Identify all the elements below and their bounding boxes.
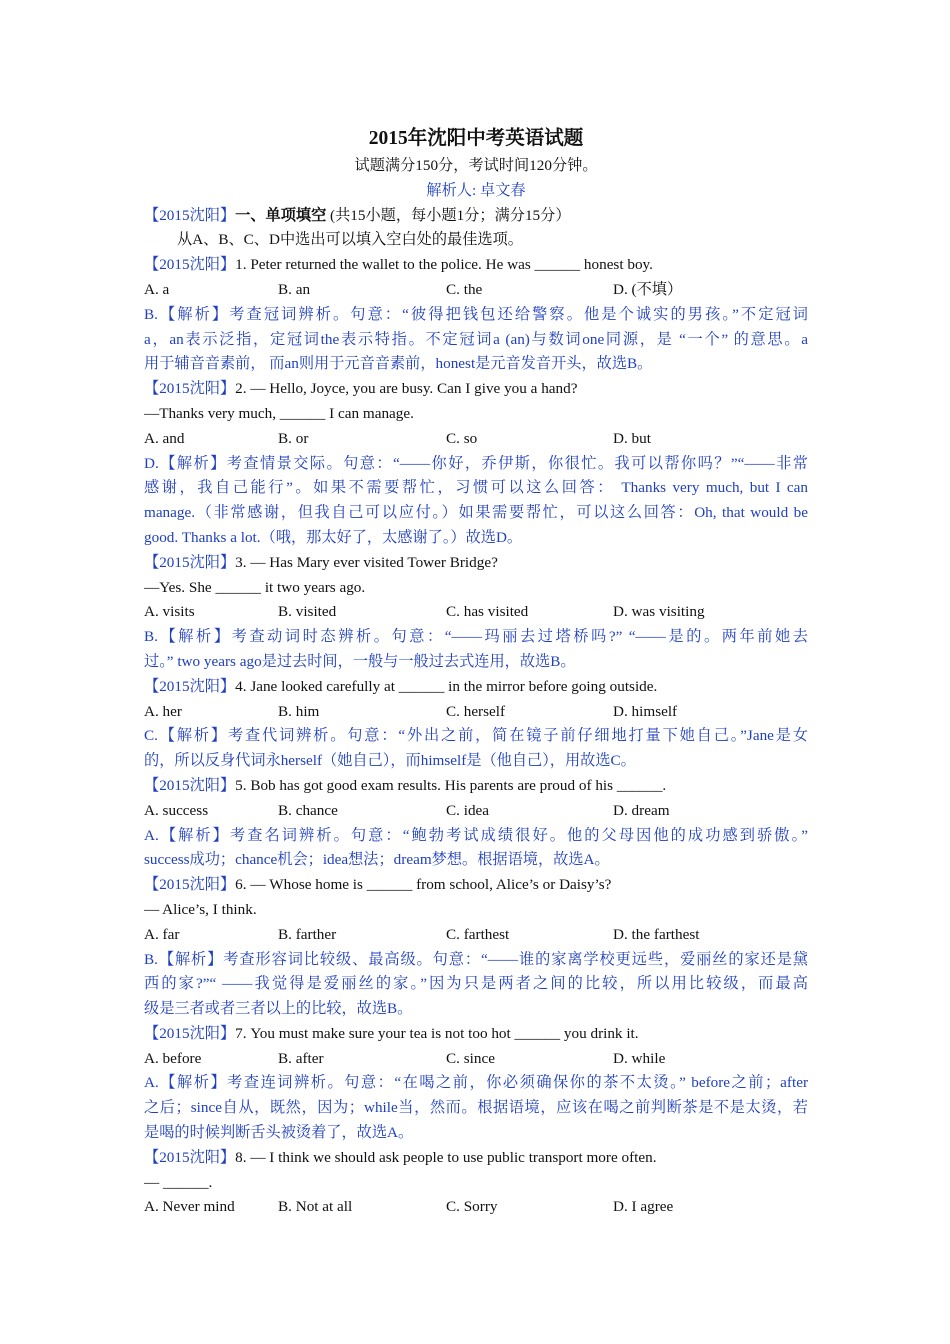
option-b: B. after [278,1049,324,1067]
option-a: A. Never mind [144,1198,235,1216]
question-stem [144,873,808,898]
source-tag: 【2015沈阳】 [144,256,236,274]
option-c: C. herself [446,702,506,720]
question-stem [144,1146,808,1171]
analysis-line: B.【解析】考查动词时态辨析。句意：“——玛丽去过塔桥吗?” “——是的。两年前她去 [144,628,808,646]
analysis-line: A.【解析】考查名词辨析。句意：“鲍勃考试成绩很好。他的父母因他的成功感到骄傲。” [144,826,808,844]
question-text: 7. You must make sure your tea is not too hot ______ you drink it. [235,1024,639,1042]
analysis-line: 西的家?”“ ——我觉得是爱丽丝的家。”因为只是两者之间的比较，所以用比较级，而最高 [144,975,808,993]
analysis-line: success成功；chance机会；idea想法；dream梦想。根据语境，故选A。 [144,851,610,869]
analysis-line: 感谢，我自己能行”。如果不需要帮忙，习惯可以这么回答： Thanks very much, but I can [144,479,808,497]
source-tag: 【2015沈阳】 [144,776,236,794]
option-d: D. while [613,1049,666,1067]
options-row [144,700,808,725]
question-block [144,253,808,377]
source-tag: 【2015沈阳】 [144,876,236,894]
option-b: B. visited [278,603,337,621]
question-block [144,551,808,675]
question-block [144,873,808,1022]
analysis-line: 级是三者或者三者以上的比较，故选B。 [144,1000,413,1018]
option-d: D. the farthest [613,925,700,943]
option-c: C. farthest [446,925,510,943]
analysis-line: 的，所以反身代词永herself（她自己），而himself是（他自己），用故选C。 [144,752,636,770]
analysis-line: 过。” two years ago是过去时间，一般与一般过去式连用，故选B。 [144,652,576,670]
option-c: C. has visited [446,603,529,621]
options-row [144,923,808,948]
analysis-line: 之后；since自从，既然，因为；while当，然而。根据语境，应该在喝之前判断茶是不是太烫，若 [144,1099,808,1117]
options-row [144,799,808,824]
option-a: A. far [144,925,180,943]
option-b: B. chance [278,801,338,819]
question-text: 4. Jane looked carefully at ______ in the mirror before going outside. [235,677,658,695]
options-row [144,1195,808,1220]
analysis-line: a，an表示泛指，定冠词the表示特指。不定冠词a (an)与数词one同源，是 “一个” 的意思。a [144,330,808,348]
question-stem [144,675,808,700]
analysis-line: B.【解析】考查冠词辨析。句意：“彼得把钱包还给警察。他是个诚实的男孩。”不定冠词 [144,305,808,323]
question-text: 5. Bob has got good exam results. His parents are proud of his ______. [235,776,667,794]
source-tag: 【2015沈阳】 [144,1148,236,1166]
option-b: B. or [278,429,309,447]
dialogue-response: — ______. [144,1173,213,1191]
question-text: 1. Peter returned the wallet to the police. He was ______ honest boy. [235,256,653,274]
question-block [144,377,808,551]
source-tag: 【2015沈阳】 [144,553,236,571]
section-note: (共15小题，每小题1分；满分15分） [326,206,571,224]
option-c: C. Sorry [446,1198,498,1216]
section-heading-line [144,204,808,229]
source-tag: 【2015沈阳】 [144,1024,236,1042]
question-text: 2. — Hello, Joyce, you are busy. Can I give you a hand? [235,380,578,398]
option-b: B. an [278,280,311,298]
option-a: A. her [144,702,182,720]
option-d: D. but [613,429,651,447]
question-stem [144,1022,808,1047]
dialogue-response: —Thanks very much, ______ I can manage. [144,404,414,422]
options-row [144,600,808,625]
question-block [144,1146,808,1220]
document-title: 2015年沈阳中考英语试题 [368,128,584,149]
options-row [144,1047,808,1072]
option-b: B. farther [278,925,337,943]
option-d: D. himself [613,702,678,720]
option-d: D. dream [613,801,670,819]
source-tag: 【2015沈阳】 [144,380,236,398]
option-a: A. visits [144,603,195,621]
question-stem [144,253,808,278]
question-block [144,774,808,873]
option-b: B. him [278,702,320,720]
option-a: A. and [144,429,185,447]
analysis-line: B.【解析】考查形容词比较级、最高级。句意：“——谁的家离学校更远些，爱丽丝的家还是黛 [144,950,808,968]
section-instruction: 从A、B、C、D中选出可以填入空白处的最佳选项。 [177,231,523,249]
analyst-line: 解析人: 卓文春 [426,181,526,199]
question-stem [144,551,808,576]
dialogue-response: —Yes. She ______ it two years ago. [144,578,366,596]
option-d: D. I agree [613,1198,674,1216]
question-stem [144,377,808,402]
analysis-line: C.【解析】考查代词辨析。句意：“外出之前，简在镜子前仔细地打量下她自己。”Jane是女 [144,727,808,745]
option-c: C. so [446,429,478,447]
option-a: A. a [144,280,170,298]
section-heading: 一、单项填空 [235,206,327,224]
analysis-line: good. Thanks a lot.（哦，那太好了，太感谢了。）故选D。 [144,528,523,546]
option-d: D. (不填） [613,280,683,298]
analysis-line: 用于辅音音素前， 而an则用于元音音素前，honest是元音发音开头，故选B。 [144,355,653,373]
option-a: A. success [144,801,209,819]
option-c: C. since [446,1049,495,1067]
option-a: A. before [144,1049,202,1067]
source-tag: 【2015沈阳】 [144,677,236,695]
document-subtitle: 试题满分150分，考试时间120分钟。 [354,157,598,174]
analysis-line: 是喝的时候判断舌头被烫着了，故选A。 [144,1124,414,1142]
option-d: D. was visiting [613,603,705,621]
question-block [144,1022,808,1146]
source-tag: 【2015沈阳】 [144,206,236,224]
analysis-line: A.【解析】考查连词辨析。句意：“在喝之前，你必须确保你的茶不太烫。” before之前；after [144,1074,808,1092]
question-stem [144,774,808,799]
analysis-line: D.【解析】考查情景交际。句意：“——你好，乔伊斯，你很忙。我可以帮你吗？”“——非常 [144,454,808,472]
option-c: C. the [446,280,483,298]
question-block [144,675,808,774]
document-body [144,124,808,1220]
dialogue-response: — Alice’s, I think. [144,900,257,918]
options-row [144,427,808,452]
option-c: C. idea [446,801,490,819]
analysis-line: manage.（非常感谢，但我自己可以应付。）如果需要帮忙，可以这么回答：Oh, that would be [144,504,808,522]
options-row [144,278,808,303]
question-text: 8. — I think we should ask people to use public transport more often. [235,1148,657,1166]
option-b: B. Not at all [278,1198,353,1216]
question-text: 3. — Has Mary ever visited Tower Bridge? [235,553,498,571]
question-list [144,253,808,1220]
question-text: 6. — Whose home is ______ from school, Alice’s or Daisy’s? [235,876,612,894]
